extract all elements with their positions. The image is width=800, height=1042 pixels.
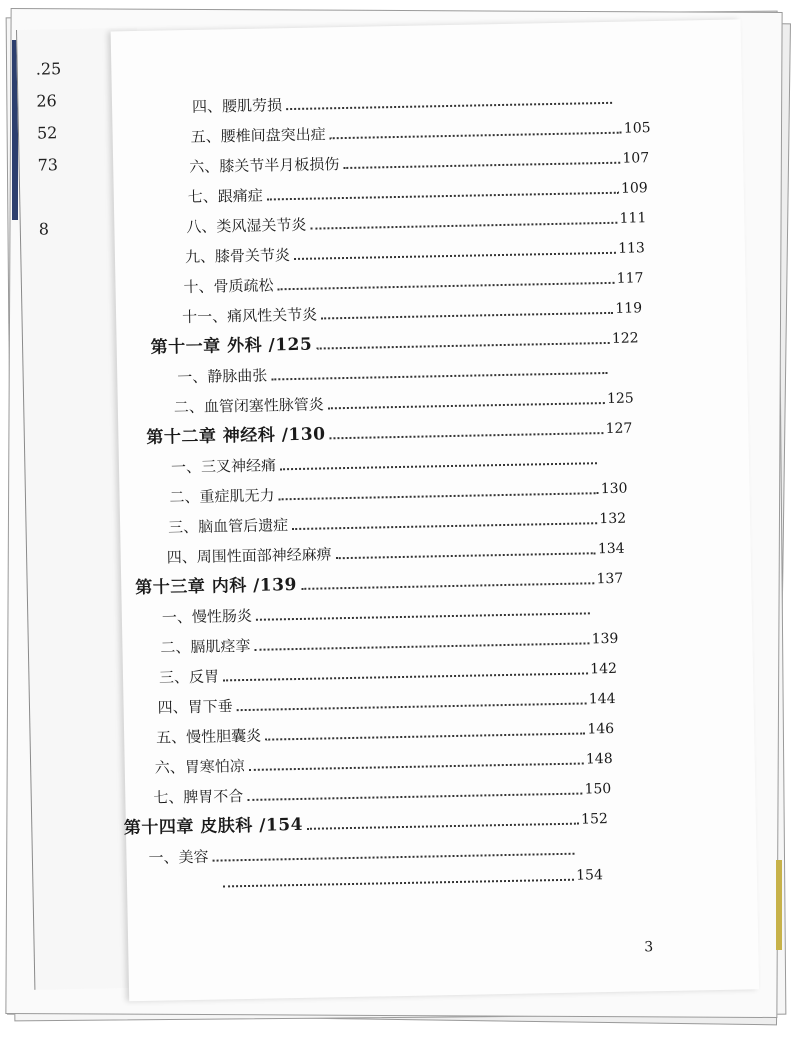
toc-entry-label: 一、慢性肠炎 [162,607,254,627]
toc-leader-dots [321,311,613,320]
toc-leader-dots [307,822,579,830]
toc-entry-page: 148 [586,750,613,769]
toc-entry-label: 五、慢性胆囊炎 [156,727,263,747]
toc-entry-page: 132 [599,510,626,529]
toc-entry-label: 七、跟痛症 [188,187,265,206]
toc-entry-page: 109 [621,179,648,198]
toc-entry-label: 十一、痛风性关节炎 [182,306,319,327]
toc-leader-dots [265,731,585,740]
toc-entry-label: 第十一章 外科 /125 [151,336,315,357]
toc-entry-page: 105 [624,119,651,138]
toc-entry-label: 一、三叉神经痛 [171,456,278,476]
toc-entry-page: 139 [591,630,618,649]
toc-entry-label: 第十二章 神经科 /130 [146,425,327,446]
toc-leader-dots [316,341,610,350]
toc-leader-dots [330,131,622,140]
toc-leader-dots [329,431,603,439]
previous-page-number: .25 [36,59,62,78]
toc-entry-page: 127 [605,420,632,439]
toc-entry-label: 八、类风湿关节炎 [186,216,308,236]
page-number: 3 [644,939,653,955]
toc-entry-page: 119 [615,299,642,318]
toc-entry-page: 142 [590,660,617,679]
toc-entry-label: 四、胃下垂 [157,697,234,716]
previous-page-number: 73 [37,155,58,174]
toc-leader-dots [328,401,605,409]
toc-leader-dots [336,551,596,559]
toc-entry-label: 六、胃寒怕凉 [155,757,247,777]
toc-entry-page: 107 [622,149,649,168]
toc-leader-dots [301,581,595,590]
toc-entry-label: 七、脾胃不合 [153,787,245,807]
toc-entry-label: 四、周围性面部神经麻痹 [167,545,334,566]
toc-entry-page: 146 [587,720,614,739]
toc-entry-page: 150 [584,780,611,799]
toc-leader-dots [310,221,617,230]
toc-entry-label: 一、美容 [148,848,210,867]
toc-leader-dots [279,491,599,500]
toc-entry-page: 113 [618,239,645,258]
previous-page-number: 52 [37,123,58,142]
toc-entry-page: 137 [596,570,623,589]
toc-entry-label: 二、重症肌无力 [169,486,276,506]
table-of-contents [0,0,790,8]
toc-entry-page: 111 [619,209,646,228]
toc-entry-label: 二、血管闭塞性脉管炎 [174,395,326,416]
toc-entry-label: 第十三章 内科 /139 [135,576,299,597]
toc-leader-dots [286,101,612,110]
toc-entry-page: 152 [581,810,608,829]
toc-entry-page: 125 [607,389,634,408]
toc-entry-label: 五、腰椎间盘突出症 [190,125,327,146]
toc-entry-label: 六、膝关节半月板损伤 [189,155,341,176]
toc-entry-label: 一、静脉曲张 [177,366,269,386]
toc-entry-page: 122 [612,329,639,348]
toc-entry-page: 144 [589,690,616,709]
toc-leader-dots [280,461,597,470]
toc-leader-dots [292,521,597,530]
toc-entry-page: 130 [601,480,628,499]
toc-leader-dots [294,251,616,260]
toc-entry-label: 三、反胃 [159,667,221,686]
toc-entry-page: 154 [576,866,603,885]
previous-page-number: 26 [36,91,57,110]
toc-entry-page: 117 [617,269,644,288]
previous-page-number: 8 [39,219,50,238]
toc-entry-label: 三、脑血管后遗症 [168,516,290,536]
toc-leader-dots [343,161,620,169]
toc-entry-label: 十、骨质疏松 [183,276,275,296]
toc-entry-label: 第十四章 皮肤科 /154 [124,816,305,837]
toc-entry-label: 二、膈肌痉挛 [160,637,252,657]
toc-entry-label: 四、腰肌劳损 [192,96,284,116]
toc-entry-page: 134 [598,540,625,559]
toc-entry-label: 九、膝骨关节炎 [185,246,292,266]
